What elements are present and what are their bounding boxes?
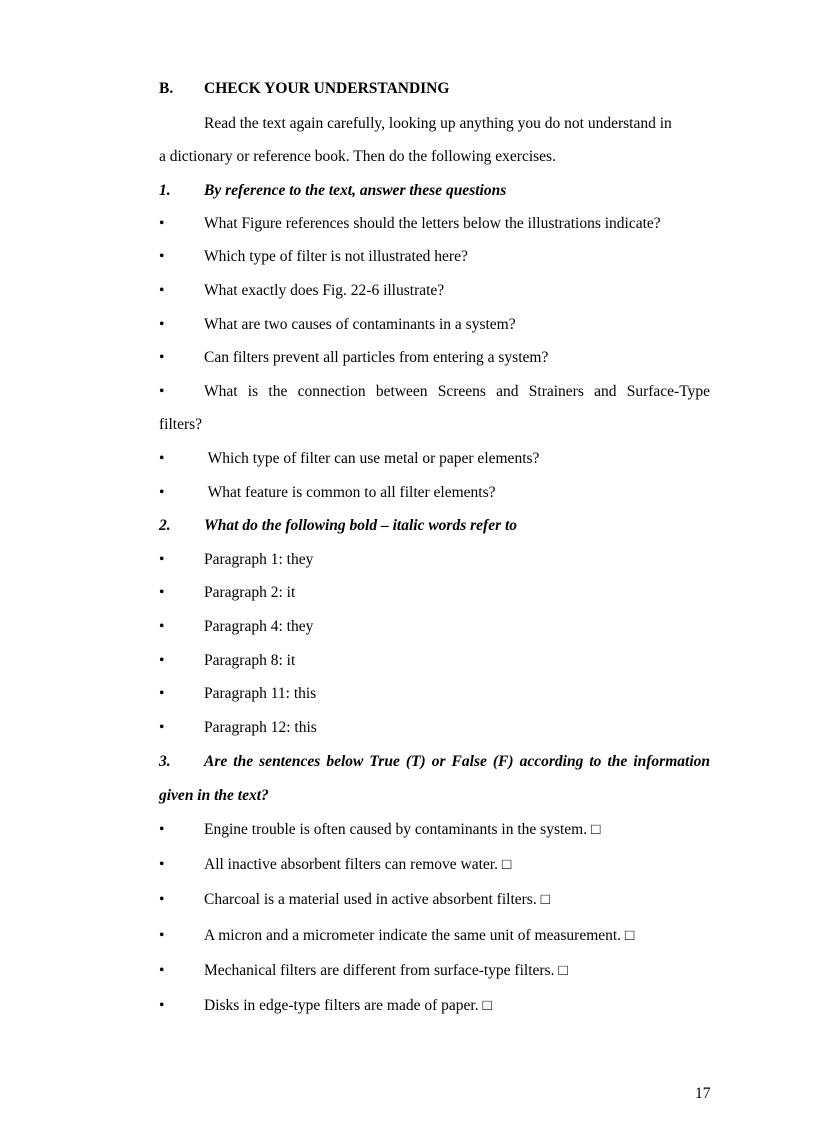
exercise-2-number: 2. [159,517,171,534]
reference-text: Paragraph 2: it [204,584,296,601]
question-text: Which type of filter is not illustrated here? [204,248,468,265]
statement-text: Mechanical filters are different from surface-type filters. □ [204,962,568,979]
bullet-icon: • [159,248,165,265]
bullet-icon: • [159,618,165,635]
intro-line-1: Read the text again carefully, looking up anything you do not understand in [204,115,672,132]
reference-text: Paragraph 12: this [204,719,317,736]
bullet-icon: • [159,891,165,908]
statement-text: All inactive absorbent filters can remove water. □ [204,856,512,873]
exercise-3-heading-continuation: given in the text? [159,787,269,804]
statement-text: Disks in edge-type filters are made of paper. □ [204,997,492,1014]
question-text: Can filters prevent all particles from entering a system? [204,349,549,366]
question-continuation: filters? [159,416,203,433]
question-text: What are two causes of contaminants in a system? [204,316,516,333]
page-number: 17 [695,1085,711,1102]
bullet-icon: • [159,282,165,299]
bullet-icon: • [159,584,165,601]
bullet-icon: • [159,856,165,873]
question-text: What Figure references should the letters below the illustrations indicate? [204,215,661,232]
bullet-icon: • [159,962,165,979]
bullet-icon: • [159,551,165,568]
reference-text: Paragraph 11: this [204,685,317,702]
bullet-icon: • [159,927,165,944]
bullet-icon: • [159,719,165,736]
bullet-icon: • [159,997,165,1014]
section-letter: B. [159,80,174,97]
question-text: What is the connection between Screens and Strainers and Surface-Type [204,383,710,400]
bullet-icon: • [159,316,165,333]
question-text: What exactly does Fig. 22-6 illustrate? [204,282,445,299]
exercise-2-heading: What do the following bold – italic words refer to [204,517,518,534]
bullet-icon: • [159,652,165,669]
section-title: CHECK YOUR UNDERSTANDING [204,80,450,97]
statement-text: Engine trouble is often caused by contaminants in the system. □ [204,821,601,838]
bullet-icon: • [159,821,165,838]
exercise-3-number: 3. [159,753,171,770]
bullet-icon: • [159,349,165,366]
reference-text: Paragraph 8: it [204,652,296,669]
reference-text: Paragraph 4: they [204,618,314,635]
question-text: What feature is common to all filter elements? [204,484,496,501]
exercise-3-heading: Are the sentences below True (T) or False (F) according to the information [204,753,710,770]
statement-text: Charcoal is a material used in active absorbent filters. □ [204,891,550,908]
bullet-icon: • [159,383,165,400]
exercise-1-number: 1. [159,182,171,199]
bullet-icon: • [159,215,165,232]
bullet-icon: • [159,685,165,702]
question-text: Which type of filter can use metal or paper elements? [204,450,540,467]
bullet-icon: • [159,450,165,467]
intro-line-2: a dictionary or reference book. Then do the following exercises. [159,148,556,165]
bullet-icon: • [159,484,165,501]
statement-text: A micron and a micrometer indicate the same unit of measurement. □ [204,927,635,944]
exercise-1-heading: By reference to the text, answer these questions [204,182,507,199]
reference-text: Paragraph 1: they [204,551,314,568]
